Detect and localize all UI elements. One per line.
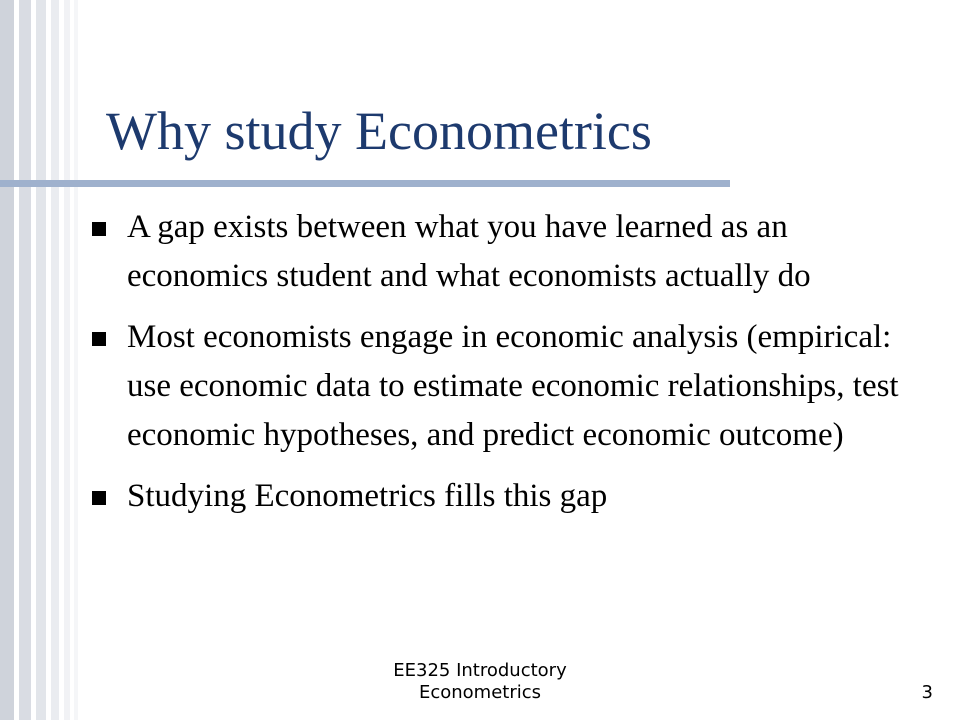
bullet-item (92, 313, 932, 460)
title-underline (0, 180, 730, 187)
decorative-stripes (0, 0, 96, 720)
bullet-item (92, 472, 932, 521)
square-bullet-icon (92, 332, 106, 346)
bullet-text: Studying Econometrics fills this gap (127, 478, 608, 514)
footer-line-1: EE325 Introductory (393, 660, 567, 681)
bullet-list (92, 203, 932, 533)
square-bullet-icon (92, 222, 106, 236)
page-number: 3 (921, 682, 933, 703)
footer-course-name (360, 660, 600, 704)
footer-line-2: Econometrics (418, 682, 542, 703)
slide-title: Why study Econometrics (106, 101, 652, 161)
square-bullet-icon (92, 491, 106, 505)
bullet-text: A gap exists between what you have learned as an economics student and what economists actually do (127, 209, 811, 294)
bullet-text: Most economists engage in economic analysis (empirical: use economic data to estimate economic relationships, test economic hypotheses, and predict economic outcome) (127, 319, 899, 453)
bullet-item (92, 203, 932, 301)
